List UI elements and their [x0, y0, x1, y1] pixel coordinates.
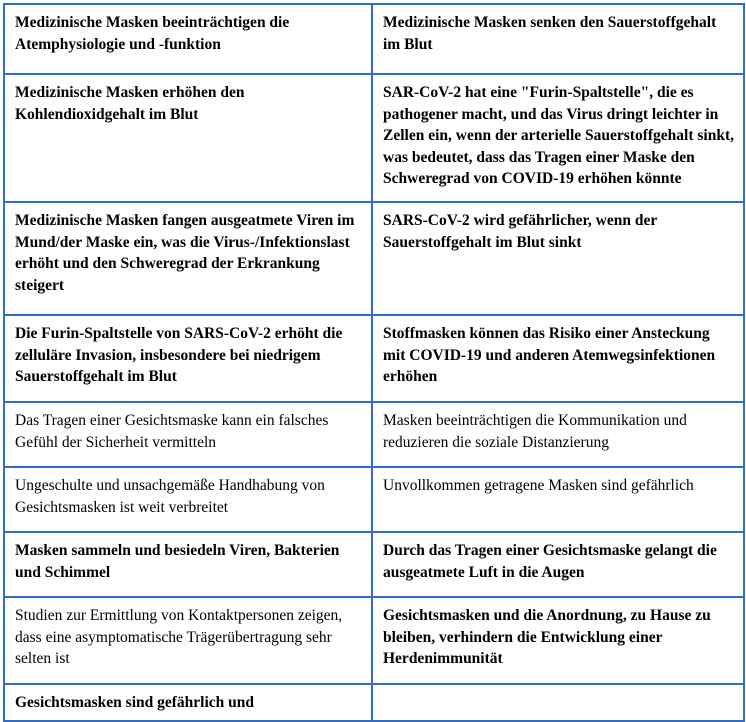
table-row [4, 597, 744, 684]
table-row [4, 402, 744, 467]
table-cell-left: Ungeschulte und unsachgemäße Handhabung von Gesichtsmasken ist weit verbreitet [4, 467, 372, 532]
table-cell-right: Medizinische Masken senken den Sauerstoffgehalt im Blut [372, 4, 744, 74]
table-cell-right: Durch das Tragen einer Gesichtsmaske gelangt die ausgeatmete Luft in die Augen [372, 532, 744, 597]
table-cell-left: Die Furin-Spaltstelle von SARS-CoV-2 erhöht die zelluläre Invasion, insbesondere bei niedrigem Sauerstoffgehalt im Blut [4, 315, 372, 402]
table-cell-left: Medizinische Masken fangen ausgeatmete Viren im Mund/der Maske ein, was die Virus-/Infektionslast erhöht und den Schweregrad der Erkrankung steigert [4, 202, 372, 315]
table-cell-left: Das Tragen einer Gesichtsmaske kann ein falsches Gefühl der Sicherheit vermitteln [4, 402, 372, 467]
table-cell-left: Gesichtsmasken sind gefährlich und [4, 684, 372, 721]
table-row [4, 684, 744, 721]
table-cell-right [372, 684, 744, 721]
claims-table [3, 3, 745, 722]
table-cell-left: Medizinische Masken beeinträchtigen die Atemphysiologie und -funktion [4, 4, 372, 74]
table-cell-right: Unvollkommen getragene Masken sind gefährlich [372, 467, 744, 532]
table-cell-left: Masken sammeln und besiedeln Viren, Bakterien und Schimmel [4, 532, 372, 597]
table-cell-right: Stoffmasken können das Risiko einer Ansteckung mit COVID-19 und anderen Atemwegsinfektionen erhöhen [372, 315, 744, 402]
table-row [4, 74, 744, 202]
table-row [4, 4, 744, 74]
claims-table-body [4, 4, 744, 721]
table-row [4, 467, 744, 532]
table-cell-right: SAR-CoV-2 hat eine "Furin-Spaltstelle", die es pathogener macht, und das Virus dringt leichter in Zellen ein, wenn der arterielle Sauerstoffgehalt sinkt, was bedeutet, dass das Tragen einer Maske den Schweregrad von COVID-19 erhöhen könnte [372, 74, 744, 202]
table-cell-right: SARS-CoV-2 wird gefährlicher, wenn der Sauerstoffgehalt im Blut sinkt [372, 202, 744, 315]
table-cell-left: Studien zur Ermittlung von Kontaktpersonen zeigen, dass eine asymptomatische Trägerübertragung sehr selten ist [4, 597, 372, 684]
table-row [4, 315, 744, 402]
table-cell-right: Masken beeinträchtigen die Kommunikation und reduzieren die soziale Distanzierung [372, 402, 744, 467]
table-cell-right: Gesichtsmasken und die Anordnung, zu Hause zu bleiben, verhindern die Entwicklung einer Herdenimmunität [372, 597, 744, 684]
table-row [4, 532, 744, 597]
table-row [4, 202, 744, 315]
table-cell-left: Medizinische Masken erhöhen den Kohlendioxidgehalt im Blut [4, 74, 372, 202]
